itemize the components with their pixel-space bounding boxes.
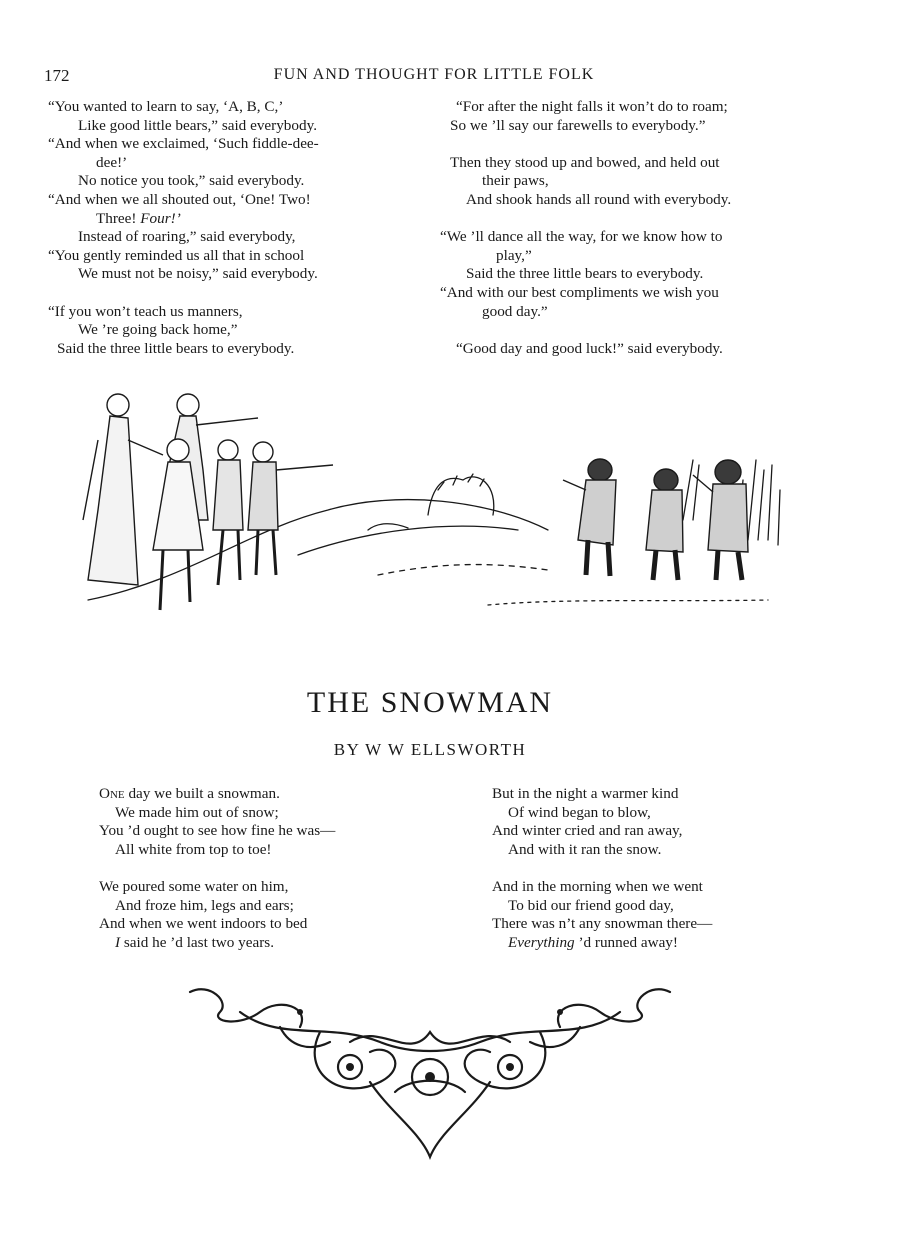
poem-line-italic: Everything bbox=[508, 933, 575, 951]
poem-line: “You gently reminded us all that in school bbox=[48, 246, 305, 264]
stanza-gap bbox=[440, 210, 840, 229]
celtic-knotwork-ornament-icon bbox=[180, 982, 680, 1164]
poem-line bbox=[99, 934, 439, 953]
stanza-gap bbox=[48, 284, 418, 303]
poem-line: No notice you took,” said everybody. bbox=[78, 172, 305, 190]
poem-line-part: day we built a snowman. bbox=[124, 785, 280, 802]
poem-line: their paws, bbox=[482, 172, 549, 190]
poem-line: And in the morning when we went bbox=[492, 877, 703, 895]
poem-line: And with it ran the snow. bbox=[508, 840, 662, 858]
children-waving-to-bears-illustration-icon bbox=[68, 380, 788, 630]
stanza-gap bbox=[99, 859, 439, 878]
poem-line: dee!’ bbox=[96, 153, 128, 171]
poem-line: play,” bbox=[496, 246, 532, 264]
bears-poem-right-column bbox=[440, 98, 840, 358]
snowman-poem-left-column bbox=[99, 785, 439, 952]
page-number: 172 bbox=[44, 66, 70, 85]
poem-line: All white from top to toe! bbox=[115, 840, 272, 858]
poem-line: Said the three little bears to everybody. bbox=[57, 339, 295, 357]
poem-line: “We ’ll dance all the way, for we know how to bbox=[440, 228, 723, 246]
poem-line: good day.” bbox=[482, 302, 548, 320]
poem-line: We poured some water on him, bbox=[99, 877, 289, 895]
running-head: FUN AND THOUGHT FOR LITTLE FOLK bbox=[273, 66, 595, 83]
poem-line: We made him out of snow; bbox=[115, 803, 279, 821]
poem-line: “For after the night falls it won’t do to roam; bbox=[456, 98, 728, 115]
poem-line: “If you won’t teach us manners, bbox=[48, 302, 243, 320]
poem-line: To bid our friend good day, bbox=[508, 896, 674, 914]
poem-line: “And when we exclaimed, ‘Such fiddle-dee- bbox=[48, 135, 319, 153]
poem-line: There was n’t any snowman there— bbox=[492, 915, 713, 933]
poem-line: So we ’ll say our farewells to everybody.” bbox=[450, 116, 706, 134]
poem-line bbox=[48, 210, 418, 229]
poem-line: Instead of roaring,” said everybody, bbox=[78, 228, 296, 246]
stanza-gap bbox=[440, 321, 840, 340]
page-header bbox=[44, 66, 824, 90]
poem-title: THE SNOWMAN bbox=[306, 686, 554, 719]
poem-line: “And with our best compliments we wish you bbox=[440, 283, 719, 301]
poem-line bbox=[492, 934, 832, 953]
poem-line: And shook hands all round with everybody. bbox=[466, 190, 732, 208]
poem-line bbox=[99, 785, 439, 804]
poem-line: We must not be noisy,” said everybody. bbox=[78, 265, 318, 283]
stanza-gap bbox=[492, 859, 832, 878]
poem-line: Said the three little bears to everybody. bbox=[466, 265, 704, 283]
poem-line: You ’d ought to see how fine he was— bbox=[99, 822, 336, 840]
poem-line: And winter cried and ran away, bbox=[492, 822, 683, 840]
poem-line: But in the night a warmer kind bbox=[492, 785, 679, 802]
poem-line: We ’re going back home,” bbox=[78, 321, 238, 339]
poem-line-smallcaps: One bbox=[99, 785, 125, 802]
bears-poem-left-column bbox=[48, 98, 418, 358]
poem-line-part: ’d runned away! bbox=[574, 933, 678, 951]
poem-line-italic: I bbox=[115, 933, 121, 951]
poem-line: Of wind began to blow, bbox=[508, 803, 651, 821]
stanza-gap bbox=[440, 135, 840, 154]
poem-line-part: said he ’d last two years. bbox=[120, 933, 275, 951]
poem-line-part: Three! bbox=[96, 209, 141, 227]
poem-line: Then they stood up and bowed, and held out bbox=[450, 153, 720, 171]
poem-line: And froze him, legs and ears; bbox=[115, 896, 294, 914]
poem-byline: BY W W ELLSWORTH bbox=[333, 740, 527, 759]
poem-line: And when we went indoors to bed bbox=[99, 915, 308, 933]
poem-line: “Good day and good luck!” said everybody. bbox=[456, 339, 723, 357]
snowman-poem-right-column bbox=[492, 785, 832, 952]
poem-line: “And when we all shouted out, ‘One! Two! bbox=[48, 190, 311, 208]
poem-line: “You wanted to learn to say, ‘A, B, C,’ bbox=[48, 98, 284, 115]
poem-line-italic: Four!’ bbox=[140, 209, 181, 227]
poem-line: Like good little bears,” said everybody. bbox=[78, 116, 317, 134]
